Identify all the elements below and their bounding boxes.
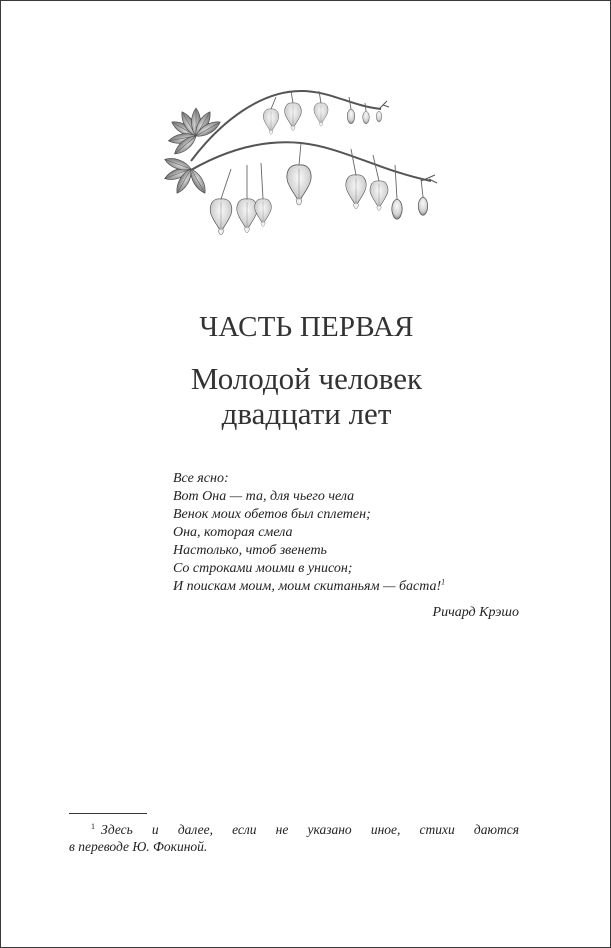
- subtitle-line-2: двадцати лет: [221, 396, 392, 431]
- footnote: [69, 821, 519, 855]
- epigraph-line: И поискам моим, моим скитаньям — баста!: [173, 579, 442, 594]
- epigraph-line: Она, которая смела: [173, 525, 293, 540]
- footnote-text-1: Здесь и далее, если не указано иное, стихи даются: [101, 822, 519, 837]
- epigraph-author: Ричард Крэшо: [432, 605, 519, 620]
- epigraph-line: Настолько, чтоб звенеть: [173, 543, 327, 558]
- footnote-marker: 1: [91, 821, 95, 831]
- epigraph-last-line: [173, 578, 519, 596]
- epigraph-line: Венок моих обетов был сплетен;: [173, 507, 371, 522]
- chapter-subtitle: [1, 361, 611, 431]
- epigraph-line: Со строками моими в унисон;: [173, 561, 353, 576]
- footnote-line-2: в переводе Ю. Фокиной.: [69, 839, 208, 854]
- subtitle-line-1: Молодой человек: [190, 361, 423, 396]
- epigraph-line: Вот Она — та, для чьего чела: [173, 489, 355, 504]
- part-title: ЧАСТЬ ПЕРВАЯ: [199, 311, 414, 343]
- footnote-line-1: [69, 821, 519, 838]
- bleeding-heart-flower-branch-icon: [151, 81, 451, 271]
- epigraph-line: Все ясно:: [173, 471, 229, 486]
- footnote-divider: [69, 813, 147, 814]
- footnote-reference[interactable]: 1: [441, 577, 446, 587]
- epigraph: [173, 470, 519, 596]
